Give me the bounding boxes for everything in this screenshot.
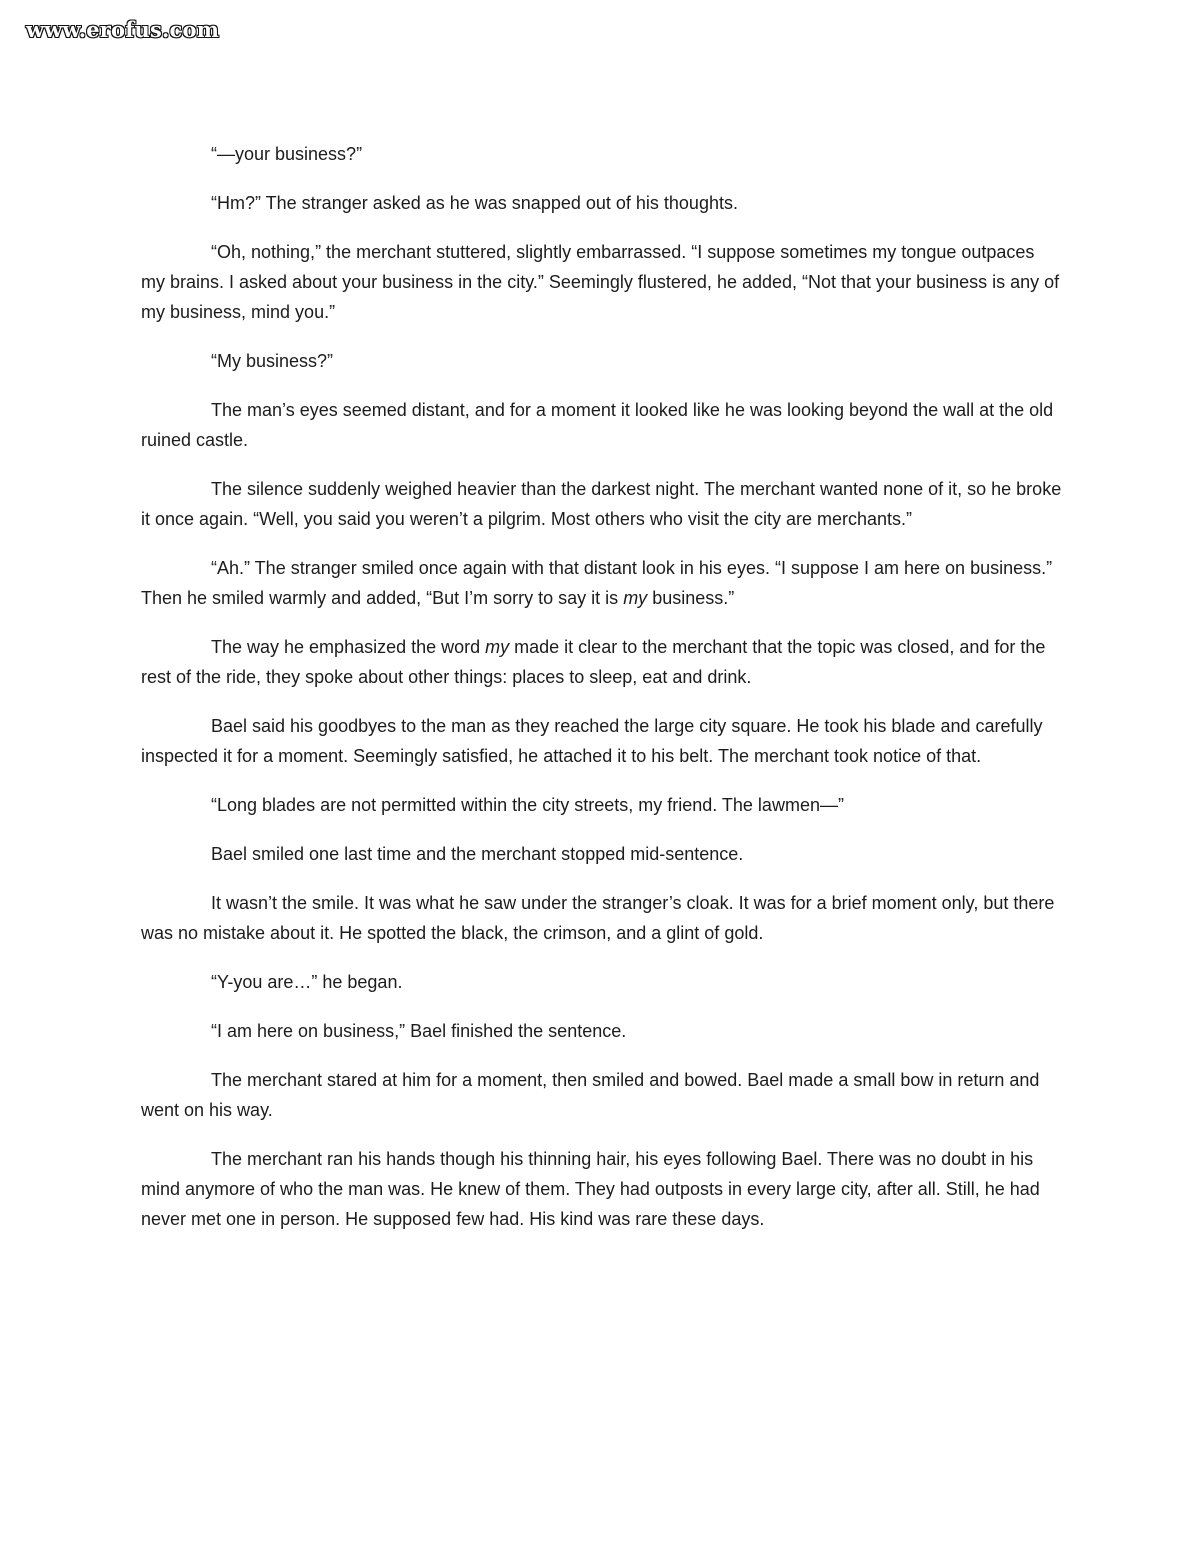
paragraph-9 [141, 711, 1063, 771]
text-segment: “Long blades are not permitted within the city streets, my friend. The lawmen—” [211, 795, 844, 815]
paragraph-10 [141, 790, 1063, 820]
paragraph-4 [141, 346, 1063, 376]
emphasis-text: my [623, 588, 648, 608]
text-segment: “My business?” [211, 351, 334, 371]
watermark-logo: www.erofus.com [26, 17, 220, 42]
text-segment: “Ah.” The stranger smiled once again with that distant look in his eyes. “I suppose I am here on business.” Then he smiled warmly and added, “But I’m sorry to say it is [141, 558, 1053, 608]
paragraph-11 [141, 839, 1063, 869]
paragraph-5 [141, 395, 1063, 455]
paragraph-16 [141, 1144, 1063, 1234]
text-segment: “—your business?” [211, 144, 363, 164]
text-segment: “Y-you are…” he began. [211, 972, 403, 992]
paragraph-6 [141, 474, 1063, 534]
paragraph-7 [141, 553, 1063, 613]
document-body [141, 139, 1063, 1253]
paragraph-8 [141, 632, 1063, 692]
text-segment: The merchant stared at him for a moment, then smiled and bowed. Bael made a small bow in return and went on his way. [141, 1070, 1040, 1120]
paragraph-1 [141, 139, 1063, 169]
paragraph-15 [141, 1065, 1063, 1125]
text-segment: made it clear to the merchant that the topic was closed, and for the rest of the ride, they spoke about other things: places to sleep, eat and drink. [141, 637, 1046, 687]
text-segment: “Hm?” The stranger asked as he was snapped out of his thoughts. [211, 193, 738, 213]
paragraph-3 [141, 237, 1063, 327]
paragraph-12 [141, 888, 1063, 948]
text-segment: Bael said his goodbyes to the man as they reached the large city square. He took his blade and carefully inspected it for a moment. Seemingly satisfied, he attached it to his belt. The merchant took notice of that. [141, 716, 1043, 766]
text-segment: It wasn’t the smile. It was what he saw under the stranger’s cloak. It was for a brief moment only, but there was no mistake about it. He spotted the black, the crimson, and a glint of gold. [141, 893, 1055, 943]
text-segment: The silence suddenly weighed heavier than the darkest night. The merchant wanted none of it, so he broke it once again. “Well, you said you weren’t a pilgrim. Most others who visit the city are merchants.” [141, 479, 1062, 529]
text-segment: The man’s eyes seemed distant, and for a moment it looked like he was looking beyond the wall at the old ruined castle. [141, 400, 1054, 450]
text-segment: The merchant ran his hands though his thinning hair, his eyes following Bael. There was no doubt in his mind anymore of who the man was. He knew of them. They had outposts in every large city, after all. Still, he had never met one in person. He supposed few had. His kind was rare these days. [141, 1149, 1040, 1229]
text-segment: Bael smiled one last time and the merchant stopped mid-sentence. [211, 844, 744, 864]
text-segment: business.” [647, 588, 735, 608]
text-segment: The way he emphasized the word [211, 637, 486, 657]
text-segment: “Oh, nothing,” the merchant stuttered, slightly embarrassed. “I suppose sometimes my tongue outpaces my brains. I asked about your business in the city.” Seemingly flustered, he added, “Not that your business is any of my business, mind you.” [141, 242, 1060, 322]
paragraph-13 [141, 967, 1063, 997]
emphasis-text: my [485, 637, 510, 657]
text-segment: “I am here on business,” Bael finished the sentence. [211, 1021, 627, 1041]
paragraph-2 [141, 188, 1063, 218]
paragraph-14 [141, 1016, 1063, 1046]
